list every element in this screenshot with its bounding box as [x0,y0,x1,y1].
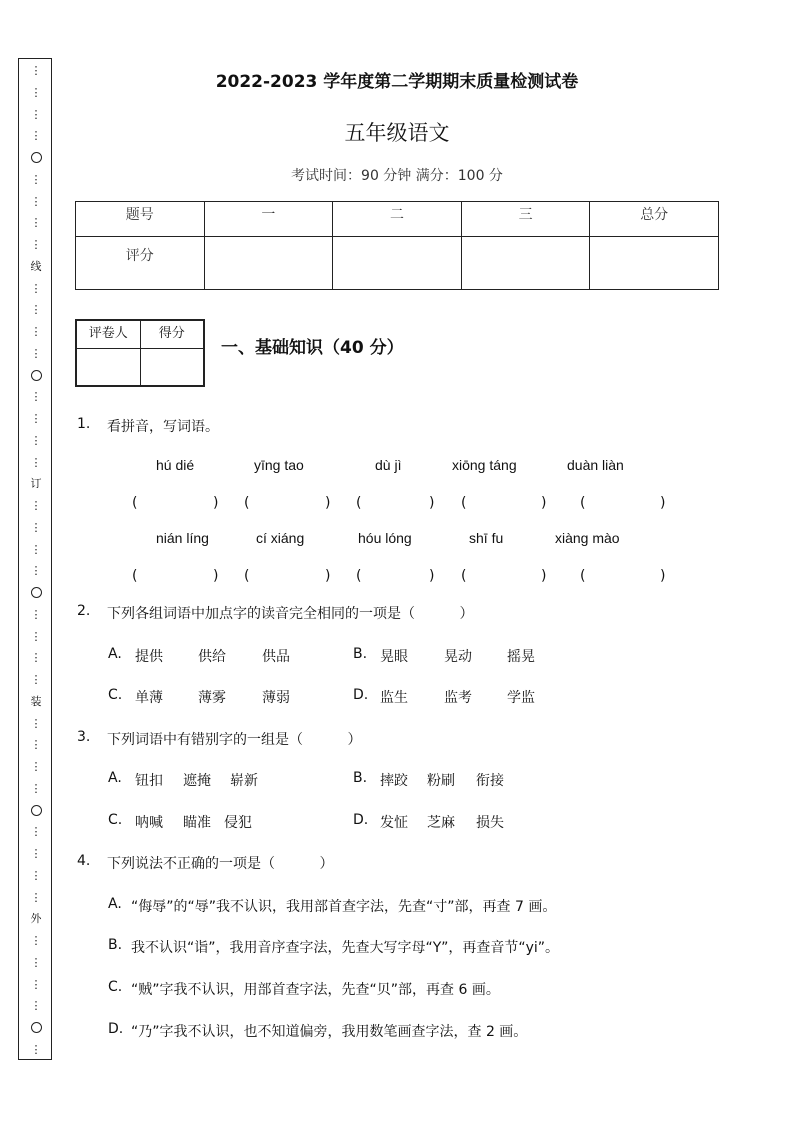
option-word: 供品 [262,649,290,665]
binding-dots: ⋮ [30,847,42,860]
option-word: 遮掩 [183,773,211,789]
binding-dots: ⋮ [30,455,42,469]
pinyin-item: duàn liàn [567,457,624,473]
binding-dots: ⋮ [30,825,42,839]
option-text: “侮辱”的“辱”我不认识，我用部首查字法，先查“寸”部，再查 7 画。 [131,899,557,915]
option-word: 晃动 [444,649,472,665]
score-header-cell: 题号 [76,202,205,237]
binding-circle [31,587,42,598]
option-label: B. [108,937,123,953]
binding-dots: ⋮ [30,629,42,643]
binding-dots: ⋮ [30,1042,42,1056]
binding-dots: ⋮ [30,107,42,121]
score-header-cell: 二 [333,202,462,237]
binding-strip [18,58,52,1060]
binding-dots: ⋮ [30,716,42,730]
score-cell-empty[interactable] [461,237,590,290]
answer-paren-open: ( [244,495,250,511]
binding-label: 外 [30,912,42,926]
option-word: 摔跤 [380,773,408,789]
answer-paren-close: ) [213,495,219,511]
pinyin-item: xiàng mào [555,530,620,546]
option-label: B. [353,646,368,662]
option-word: 监生 [380,690,408,706]
binding-label: 订 [30,477,42,491]
option-label: A. [108,896,122,912]
answer-paren-close: ) [541,495,547,511]
binding-dots: ⋮ [30,390,42,404]
binding-dots: ⋮ [30,499,42,512]
binding-circle [31,370,42,381]
question-number: 3. [77,729,91,745]
score-row-label: 评分 [76,237,205,290]
exam-subtitle: 五年级语文 [344,121,450,145]
binding-dots: ⋮ [30,781,42,795]
binding-circle [31,805,42,816]
answer-paren-open: ( [580,495,586,511]
binding-dots: ⋮ [30,738,42,752]
pinyin-item: xiōng táng [452,457,517,473]
binding-dots: ⋮ [30,890,42,904]
grader-cell-empty[interactable] [76,349,140,387]
score-header-cell: 一 [204,202,333,237]
answer-paren-open: ( [461,568,467,584]
score-cell-empty[interactable] [140,349,204,387]
score-cell-empty[interactable] [204,237,333,290]
grader-box [75,319,205,387]
option-label: A. [108,646,122,662]
question-number: 2. [77,603,91,619]
binding-label: 装 [30,694,42,708]
binding-dots: ⋮ [30,325,42,338]
answer-paren-close: ) [213,568,219,584]
score-cell-empty[interactable] [333,237,462,290]
pinyin-item: cí xiáng [256,530,305,546]
binding-dots: ⋮ [30,85,42,99]
binding-dots: ⋮ [30,607,42,621]
binding-dots: ⋮ [30,129,42,143]
answer-paren-open: ( [580,568,586,584]
answer-paren-close: ) [325,495,331,511]
pinyin-item: dù jì [375,457,402,473]
exam-title: 2022-2023 学年度第二学期期末质量检测试卷 [215,72,579,92]
option-word: 侵犯 [224,815,252,831]
binding-dots: ⋮ [30,412,42,425]
question-number: 1. [77,416,91,432]
answer-paren-open: ( [356,495,362,511]
option-label: C. [108,812,123,828]
pinyin-item: shī fu [469,530,504,546]
option-word: 摇晃 [507,649,535,665]
option-label: B. [353,770,368,786]
pinyin-item: nián líng [156,530,209,546]
option-text: “乃”字我不认识，也不知道偏旁，我用数笔画查字法，查 2 画。 [131,1024,528,1040]
question-text: 下列各组词语中加点字的读音完全相同的一项是（ ） [107,606,474,622]
option-word: 崭新 [230,773,258,789]
option-word: 单薄 [135,690,163,706]
binding-dots: ⋮ [30,955,42,969]
option-word: 学监 [507,690,535,706]
option-text: 我不认识“诣”，我用音序查字法，先查大写字母“Y”，再查音节“yi”。 [131,940,559,956]
answer-paren-close: ) [660,568,666,584]
option-word: 提供 [135,649,163,665]
answer-paren-close: ) [429,495,435,511]
option-word: 薄雾 [198,690,226,706]
answer-paren-close: ) [660,495,666,511]
option-word: 监考 [444,690,472,706]
binding-circle [31,1022,42,1033]
binding-dots: ⋮ [30,303,42,317]
score-label: 得分 [140,320,204,349]
option-word: 供给 [198,649,226,665]
option-label: D. [353,812,369,828]
answer-paren-open: ( [132,568,138,584]
binding-dots: ⋮ [30,999,42,1013]
option-text: “贼”字我不认识，用部首查字法，先查“贝”部，再查 6 画。 [131,982,500,998]
score-cell-empty[interactable] [590,237,719,290]
option-label: A. [108,770,122,786]
question-text: 下列词语中有错别字的一组是（ ） [107,732,362,748]
binding-dots: ⋮ [30,216,42,230]
score-table-score-row [76,237,719,290]
binding-dots: ⋮ [30,520,42,534]
binding-dots: ⋮ [30,346,42,360]
binding-dots: ⋮ [30,433,42,447]
answer-paren-open: ( [356,568,362,584]
answer-paren-open: ( [132,495,138,511]
answer-paren-close: ) [429,568,435,584]
option-word: 薄弱 [262,690,290,706]
score-header-cell: 总分 [590,202,719,237]
option-word: 芝麻 [427,815,455,831]
exam-info: 考试时间：90 分钟 满分：100 分 [291,168,503,184]
binding-dots: ⋮ [30,564,42,578]
option-label: C. [108,979,123,995]
answer-paren-open: ( [244,568,250,584]
option-label: C. [108,687,123,703]
binding-dots: ⋮ [30,194,42,208]
binding-dots: ⋮ [30,673,42,686]
option-word: 呐喊 [135,815,163,831]
option-word: 钮扣 [135,773,163,789]
pinyin-item: hú dié [156,457,195,473]
option-word: 衔接 [476,773,504,789]
binding-dots: ⋮ [30,977,42,991]
option-word: 瞄准 [183,815,211,831]
binding-label: 线 [30,259,42,273]
binding-dots: ⋮ [30,172,42,186]
question-number: 4. [77,853,91,869]
answer-paren-close: ) [541,568,547,584]
binding-dots: ⋮ [30,760,42,773]
binding-circle [31,152,42,163]
pinyin-item: yīng tao [254,457,304,473]
option-label: D. [108,1021,124,1037]
question-text: 看拼音，写词语。 [107,419,219,435]
score-table-header-row [76,202,719,237]
binding-dots: ⋮ [30,64,42,77]
option-word: 损失 [476,815,504,831]
pinyin-item: hóu lóng [358,530,412,546]
answer-paren-close: ) [325,568,331,584]
option-word: 粉刷 [427,773,455,789]
score-header-cell: 三 [461,202,590,237]
binding-dots: ⋮ [30,238,42,251]
answer-paren-open: ( [461,495,467,511]
score-table [75,201,719,290]
grader-label: 评卷人 [76,320,140,349]
option-label: D. [353,687,369,703]
binding-dots: ⋮ [30,651,42,665]
section-title: 一、基础知识（40 分） [221,338,404,358]
option-word: 发怔 [380,815,408,831]
binding-dots: ⋮ [30,281,42,295]
binding-dots: ⋮ [30,868,42,882]
binding-dots: ⋮ [30,542,42,556]
option-word: 晃眼 [380,649,408,665]
binding-column [19,65,53,1055]
question-text: 下列说法不正确的一项是（ ） [107,856,334,872]
binding-dots: ⋮ [30,934,42,947]
